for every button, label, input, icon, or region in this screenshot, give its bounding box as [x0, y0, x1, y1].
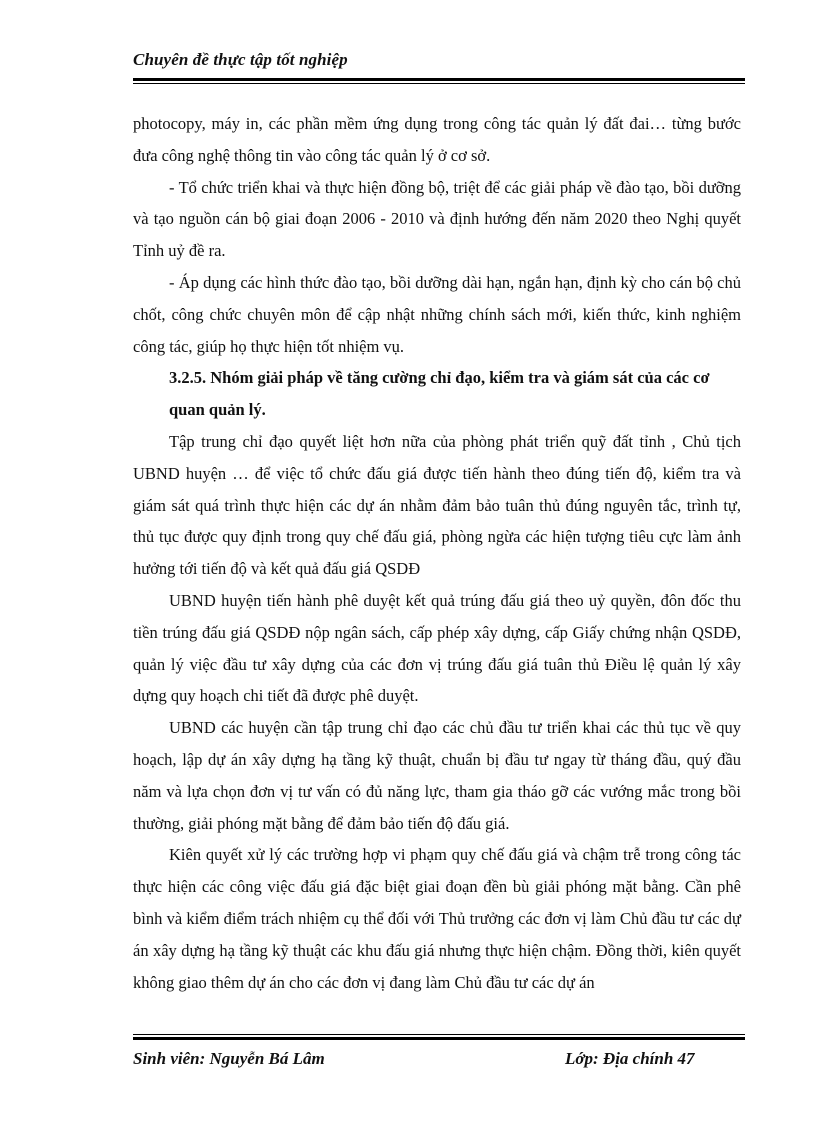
footer-class: Lớp: Địa chính 47 — [565, 1049, 695, 1068]
paragraph-continuation: photocopy, máy in, các phần mềm ứng dụng trong công tác quản lý đất đai… từng bước đưa công nghệ thông tin vào công tác quản lý ở cơ sở. — [133, 114, 741, 165]
footer-rule-thin — [133, 1034, 745, 1035]
header-rule-thin — [133, 83, 745, 84]
section-heading: 3.2.5. Nhóm giải pháp về tăng cường chỉ đạo, kiểm tra và giám sát của các cơ quan quản lý. — [169, 368, 710, 420]
header-rule-thick — [133, 78, 745, 81]
footer-student: Sinh viên: Nguyễn Bá Lâm — [133, 1049, 325, 1068]
paragraph-training-forms: - Áp dụng các hình thức đào tạo, bồi dưỡng dài hạn, ngắn hạn, định kỳ cho cán bộ chủ chốt, công chức chuyên môn để cập nhật những chính sách mới, kiến thức, kinh nghiệm công tác, giúp họ thực hiện tốt nhiệm vụ. — [133, 272, 741, 356]
paragraph-direction: Tập trung chỉ đạo quyết liệt hơn nữa của phòng phát triển quỹ đất tỉnh , Chủ tịch UBND huyện … để việc tổ chức đấu giá được tiến hành theo đúng tiến độ, kiểm tra và giám sát quá trình thực hiện các dự án nhằm đảm bảo tuân thủ đúng nguyên tắc, trình tự, thủ tục được quy định trong quy chế đấu giá, phòng ngừa các hiện tượng tiêu cực làm ảnh hưởng tới tiến độ và kết quả đấu giá QSDĐ — [133, 431, 741, 579]
paragraph-approval: UBND huyện tiến hành phê duyệt kết quả trúng đấu giá theo uỷ quyền, đôn đốc thu tiền trúng đấu giá QSDĐ nộp ngân sách, cấp phép xây dựng, cấp Giấy chứng nhận QSDĐ, quản lý việc đầu tư xây dựng của các đơn vị trúng đấu giá tuân thủ Điều lệ quản lý xây dựng quy hoạch chi tiết đã được phê duyệt. — [133, 590, 741, 706]
page-header-title: Chuyên đề thực tập tốt nghiệp — [133, 50, 348, 69]
footer-rule-thick — [133, 1037, 745, 1040]
paragraph-district-committee: UBND các huyện cần tập trung chỉ đạo các chủ đầu tư triển khai các thủ tục về quy hoạch, lập dự án xây dựng hạ tầng kỹ thuật, chuẩn bị đầu tư ngay từ tháng đầu, quý đầu năm và lựa chọn đơn vị tư vấn có đủ năng lực, tham gia tháo gỡ các vướng mắc trong bồi thường, giải phóng mặt bằng để đảm bảo tiến độ đấu giá. — [133, 718, 741, 833]
document-body — [133, 108, 741, 998]
paragraph-training: - Tổ chức triển khai và thực hiện đồng bộ, triệt để các giải pháp về đào tạo, bồi dưỡng và tạo nguồn cán bộ giai đoạn 2006 - 2010 và định hướng đến năm 2020 theo Nghị quyết Tỉnh uỷ đề ra. — [133, 177, 741, 261]
paragraph-violations: Kiên quyết xử lý các trường hợp vi phạm quy chế đấu giá và chậm trễ trong công tác thực hiện các công việc đấu giá đặc biệt giai đoạn đền bù giải phóng mặt bằng. Cần phê bình và kiểm điểm trách nhiệm cụ thể đối với Thủ trưởng các đơn vị làm Chủ đầu tư các dự án xây dựng hạ tầng kỹ thuật các khu đấu giá nhưng thực hiện chậm. Đồng thời, kiên quyết không giao thêm dự án cho các đơn vị đang làm Chủ đầu tư các dự án — [133, 845, 741, 992]
